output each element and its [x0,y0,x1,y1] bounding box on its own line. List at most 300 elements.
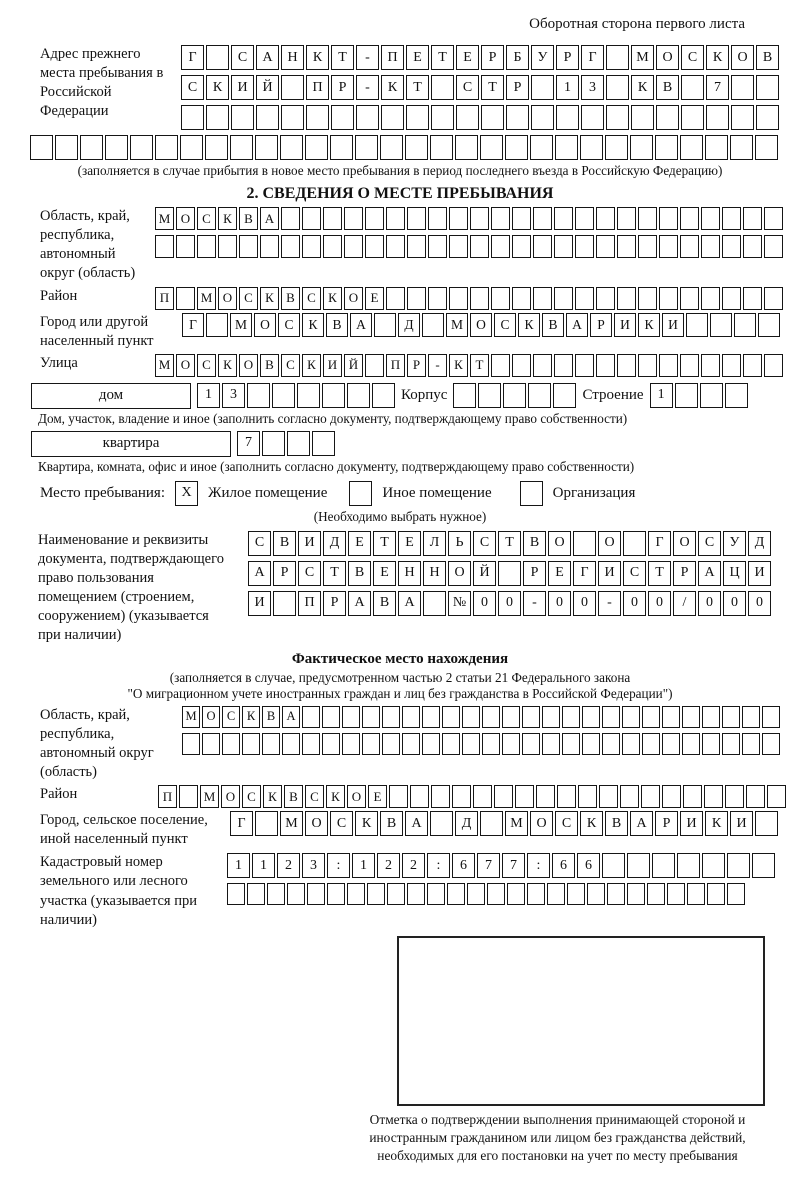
char-box[interactable]: О [347,785,366,808]
char-box[interactable] [730,135,753,160]
char-box[interactable] [725,785,744,808]
char-box[interactable]: С [494,313,516,337]
char-box[interactable]: И [248,591,271,616]
char-box[interactable]: О [470,313,492,337]
char-box[interactable] [701,207,720,230]
char-box[interactable]: С [473,531,496,556]
char-box[interactable] [683,785,702,808]
char-box[interactable] [355,135,378,160]
char-box[interactable] [503,383,526,408]
char-box[interactable] [306,105,329,130]
char-box[interactable] [362,706,380,728]
char-box[interactable] [742,706,760,728]
char-box[interactable] [206,105,229,130]
char-box[interactable] [701,354,720,377]
char-box[interactable] [387,883,405,905]
char-box[interactable] [680,135,703,160]
char-box[interactable] [531,75,554,100]
char-box[interactable] [555,135,578,160]
char-box[interactable] [622,706,640,728]
char-box[interactable] [587,883,605,905]
char-box[interactable] [756,75,779,100]
char-box[interactable] [617,354,636,377]
char-box[interactable] [602,706,620,728]
char-box[interactable]: С [239,287,258,310]
char-box[interactable]: Е [456,45,479,70]
char-box[interactable] [386,287,405,310]
char-box[interactable] [428,207,447,230]
char-box[interactable]: И [748,561,771,586]
char-box[interactable] [554,235,573,258]
char-box[interactable]: Р [556,45,579,70]
char-box[interactable]: 1 [556,75,579,100]
char-box[interactable] [533,287,552,310]
char-box[interactable]: О [731,45,754,70]
char-box[interactable] [422,313,444,337]
char-box[interactable] [239,235,258,258]
char-box[interactable] [767,785,786,808]
char-box[interactable]: П [381,45,404,70]
char-box[interactable]: Е [365,287,384,310]
char-box[interactable] [507,883,525,905]
char-box[interactable]: 6 [577,853,600,878]
char-box[interactable] [533,354,552,377]
char-box[interactable] [407,235,426,258]
char-box[interactable] [606,45,629,70]
char-box[interactable]: - [523,591,546,616]
char-box[interactable]: С [555,811,578,836]
char-box[interactable] [281,75,304,100]
char-box[interactable] [382,733,400,755]
char-box[interactable]: : [527,853,550,878]
char-box[interactable] [342,733,360,755]
char-box[interactable]: Р [590,313,612,337]
char-box[interactable] [491,207,510,230]
char-box[interactable] [515,785,534,808]
char-box[interactable]: Г [181,45,204,70]
char-box[interactable] [502,733,520,755]
char-box[interactable] [255,811,278,836]
char-box[interactable]: О [221,785,240,808]
char-box[interactable]: И [614,313,636,337]
char-box[interactable]: - [428,354,447,377]
char-box[interactable] [704,785,723,808]
char-box[interactable] [462,733,480,755]
char-box[interactable] [449,235,468,258]
char-box[interactable] [764,354,783,377]
char-box[interactable]: А [698,561,721,586]
char-box[interactable] [473,785,492,808]
char-box[interactable]: 2 [277,853,300,878]
char-box[interactable] [731,105,754,130]
char-box[interactable] [442,706,460,728]
char-box[interactable]: В [656,75,679,100]
char-box[interactable] [312,431,335,456]
char-box[interactable] [305,135,328,160]
char-box[interactable] [638,287,657,310]
char-box[interactable] [680,235,699,258]
char-box[interactable]: Й [256,75,279,100]
char-box[interactable]: И [680,811,703,836]
char-box[interactable] [596,287,615,310]
char-box[interactable] [453,383,476,408]
stay-type-checkbox-other-premises[interactable] [349,481,372,506]
char-box[interactable] [764,207,783,230]
char-box[interactable]: М [200,785,219,808]
char-box[interactable]: С [181,75,204,100]
char-box[interactable] [55,135,78,160]
char-box[interactable]: К [705,811,728,836]
char-box[interactable]: В [523,531,546,556]
char-box[interactable] [205,135,228,160]
char-box[interactable] [533,207,552,230]
char-box[interactable] [536,785,555,808]
char-box[interactable] [642,706,660,728]
char-box[interactable] [702,733,720,755]
char-box[interactable] [662,733,680,755]
char-box[interactable] [652,853,675,878]
char-box[interactable] [602,853,625,878]
char-box[interactable] [682,706,700,728]
char-box[interactable]: М [280,811,303,836]
char-box[interactable]: - [598,591,621,616]
char-box[interactable] [406,105,429,130]
char-box[interactable]: А [348,591,371,616]
char-box[interactable] [427,883,445,905]
char-box[interactable] [731,75,754,100]
char-box[interactable] [202,733,220,755]
char-box[interactable]: С [298,561,321,586]
char-box[interactable] [522,733,540,755]
char-box[interactable]: О [673,531,696,556]
char-box[interactable] [758,313,780,337]
char-box[interactable]: К [306,45,329,70]
char-box[interactable] [605,135,628,160]
char-box[interactable]: Т [498,531,521,556]
char-box[interactable]: С [305,785,324,808]
char-box[interactable]: Т [406,75,429,100]
char-box[interactable]: 2 [402,853,425,878]
char-box[interactable] [342,706,360,728]
char-box[interactable] [617,287,636,310]
char-box[interactable] [287,883,305,905]
char-box[interactable] [344,235,363,258]
char-box[interactable]: О [202,706,220,728]
char-box[interactable] [449,207,468,230]
char-box[interactable]: В [380,811,403,836]
char-box[interactable] [470,287,489,310]
char-box[interactable] [456,105,479,130]
char-box[interactable]: 0 [548,591,571,616]
char-box[interactable] [422,706,440,728]
char-box[interactable] [656,105,679,130]
char-box[interactable]: А [256,45,279,70]
char-box[interactable] [402,706,420,728]
char-box[interactable] [659,287,678,310]
char-box[interactable] [620,785,639,808]
char-box[interactable]: К [260,287,279,310]
char-box[interactable] [386,207,405,230]
char-box[interactable] [701,235,720,258]
char-box[interactable]: : [427,853,450,878]
char-box[interactable]: 0 [573,591,596,616]
char-box[interactable]: Е [348,531,371,556]
char-box[interactable] [255,135,278,160]
char-box[interactable] [281,105,304,130]
char-box[interactable]: С [242,785,261,808]
char-box[interactable] [641,785,660,808]
char-box[interactable] [498,561,521,586]
char-box[interactable] [281,235,300,258]
char-box[interactable]: А [405,811,428,836]
char-box[interactable]: К [631,75,654,100]
char-box[interactable]: : [327,853,350,878]
char-box[interactable] [533,235,552,258]
char-box[interactable] [647,883,665,905]
char-box[interactable]: А [350,313,372,337]
char-box[interactable] [707,883,725,905]
char-box[interactable]: 1 [197,383,220,408]
char-box[interactable] [372,383,395,408]
char-box[interactable] [575,354,594,377]
char-box[interactable]: Й [344,354,363,377]
char-box[interactable] [105,135,128,160]
char-box[interactable] [405,135,428,160]
char-box[interactable]: И [598,561,621,586]
char-box[interactable] [273,591,296,616]
char-box[interactable] [557,785,576,808]
char-box[interactable]: И [231,75,254,100]
char-box[interactable] [365,354,384,377]
char-box[interactable]: О [598,531,621,556]
char-box[interactable]: В [326,313,348,337]
char-box[interactable]: Т [323,561,346,586]
char-box[interactable]: 7 [237,431,260,456]
char-box[interactable] [430,135,453,160]
char-box[interactable]: 1 [252,853,275,878]
char-box[interactable] [407,207,426,230]
char-box[interactable]: Д [323,531,346,556]
char-box[interactable] [675,383,698,408]
char-box[interactable] [631,105,654,130]
char-box[interactable]: 7 [477,853,500,878]
char-box[interactable]: Т [431,45,454,70]
char-box[interactable] [297,383,320,408]
char-box[interactable]: О [548,531,571,556]
char-box[interactable]: 0 [473,591,496,616]
char-box[interactable] [743,207,762,230]
char-box[interactable]: М [155,207,174,230]
char-box[interactable]: С [698,531,721,556]
char-box[interactable]: П [298,591,321,616]
char-box[interactable]: К [206,75,229,100]
char-box[interactable] [655,135,678,160]
char-box[interactable]: 2 [377,853,400,878]
char-box[interactable]: О [530,811,553,836]
char-box[interactable] [596,354,615,377]
char-box[interactable]: У [531,45,554,70]
char-box[interactable] [442,733,460,755]
char-box[interactable]: Ц [723,561,746,586]
char-box[interactable] [607,883,625,905]
char-box[interactable]: Д [748,531,771,556]
char-box[interactable]: К [580,811,603,836]
char-box[interactable] [725,383,748,408]
char-box[interactable] [182,733,200,755]
char-box[interactable] [596,235,615,258]
char-box[interactable] [667,883,685,905]
char-box[interactable] [746,785,765,808]
char-box[interactable] [367,883,385,905]
char-box[interactable] [617,235,636,258]
char-box[interactable]: И [323,354,342,377]
char-box[interactable]: Р [523,561,546,586]
char-box[interactable] [762,733,780,755]
char-box[interactable]: Г [182,313,204,337]
char-box[interactable]: В [542,313,564,337]
char-box[interactable] [222,733,240,755]
char-box[interactable]: Г [573,561,596,586]
char-box[interactable] [755,135,778,160]
char-box[interactable]: 0 [698,591,721,616]
char-box[interactable] [582,733,600,755]
char-box[interactable] [331,105,354,130]
char-box[interactable] [179,785,198,808]
char-box[interactable] [130,135,153,160]
char-box[interactable] [575,235,594,258]
char-box[interactable] [575,207,594,230]
char-box[interactable] [431,785,450,808]
char-box[interactable] [218,235,237,258]
char-box[interactable]: М [446,313,468,337]
char-box[interactable] [382,706,400,728]
char-box[interactable]: А [566,313,588,337]
char-box[interactable] [542,706,560,728]
char-box[interactable]: П [306,75,329,100]
char-box[interactable] [344,207,363,230]
char-box[interactable] [302,706,320,728]
char-box[interactable] [630,135,653,160]
char-box[interactable] [206,313,228,337]
char-box[interactable]: С [222,706,240,728]
char-box[interactable] [742,733,760,755]
char-box[interactable] [407,883,425,905]
char-box[interactable]: 0 [498,591,521,616]
char-box[interactable]: 7 [706,75,729,100]
char-box[interactable] [181,105,204,130]
char-box[interactable]: Р [655,811,678,836]
char-box[interactable] [381,105,404,130]
char-box[interactable] [407,287,426,310]
char-box[interactable] [480,135,503,160]
char-box[interactable] [272,383,295,408]
char-box[interactable]: К [326,785,345,808]
char-box[interactable] [702,853,725,878]
char-box[interactable]: Р [481,45,504,70]
char-box[interactable] [260,235,279,258]
char-box[interactable] [734,313,756,337]
char-box[interactable] [662,706,680,728]
char-box[interactable] [680,354,699,377]
char-box[interactable]: П [386,354,405,377]
char-box[interactable]: 1 [227,853,250,878]
char-box[interactable] [402,733,420,755]
char-box[interactable] [542,733,560,755]
char-box[interactable] [617,207,636,230]
char-box[interactable]: К [302,313,324,337]
char-box[interactable] [422,733,440,755]
char-box[interactable] [662,785,681,808]
char-box[interactable]: / [673,591,696,616]
char-box[interactable]: В [262,706,280,728]
char-box[interactable] [705,135,728,160]
char-box[interactable] [431,105,454,130]
char-box[interactable]: В [284,785,303,808]
char-box[interactable]: Г [648,531,671,556]
char-box[interactable] [677,853,700,878]
char-box[interactable] [428,287,447,310]
char-box[interactable]: В [348,561,371,586]
char-box[interactable]: К [381,75,404,100]
char-box[interactable] [307,883,325,905]
char-box[interactable] [659,235,678,258]
char-box[interactable]: 7 [502,853,525,878]
char-box[interactable]: О [656,45,679,70]
char-box[interactable] [506,105,529,130]
char-box[interactable]: Т [470,354,489,377]
char-box[interactable]: С [302,287,321,310]
char-box[interactable]: 0 [623,591,646,616]
char-box[interactable] [556,105,579,130]
char-box[interactable] [764,235,783,258]
char-box[interactable]: В [756,45,779,70]
char-box[interactable] [287,431,310,456]
char-box[interactable] [470,207,489,230]
house-type-box[interactable]: дом [31,383,191,409]
char-box[interactable]: Р [323,591,346,616]
char-box[interactable]: В [239,207,258,230]
char-box[interactable] [389,785,408,808]
char-box[interactable] [327,883,345,905]
char-box[interactable]: О [218,287,237,310]
char-box[interactable] [722,287,741,310]
char-box[interactable] [627,883,645,905]
char-box[interactable] [743,287,762,310]
char-box[interactable]: К [706,45,729,70]
char-box[interactable] [547,883,565,905]
char-box[interactable] [528,383,551,408]
char-box[interactable]: К [518,313,540,337]
char-box[interactable] [247,383,270,408]
char-box[interactable]: М [155,354,174,377]
char-box[interactable]: К [449,354,468,377]
char-box[interactable] [323,235,342,258]
char-box[interactable] [602,733,620,755]
char-box[interactable] [512,235,531,258]
char-box[interactable]: Р [273,561,296,586]
char-box[interactable] [262,733,280,755]
char-box[interactable] [681,75,704,100]
char-box[interactable] [553,383,576,408]
char-box[interactable]: Н [281,45,304,70]
char-box[interactable] [180,135,203,160]
char-box[interactable]: П [158,785,177,808]
char-box[interactable]: Е [406,45,429,70]
char-box[interactable] [599,785,618,808]
char-box[interactable] [428,235,447,258]
char-box[interactable]: И [298,531,321,556]
stay-type-checkbox-organization[interactable] [520,481,543,506]
